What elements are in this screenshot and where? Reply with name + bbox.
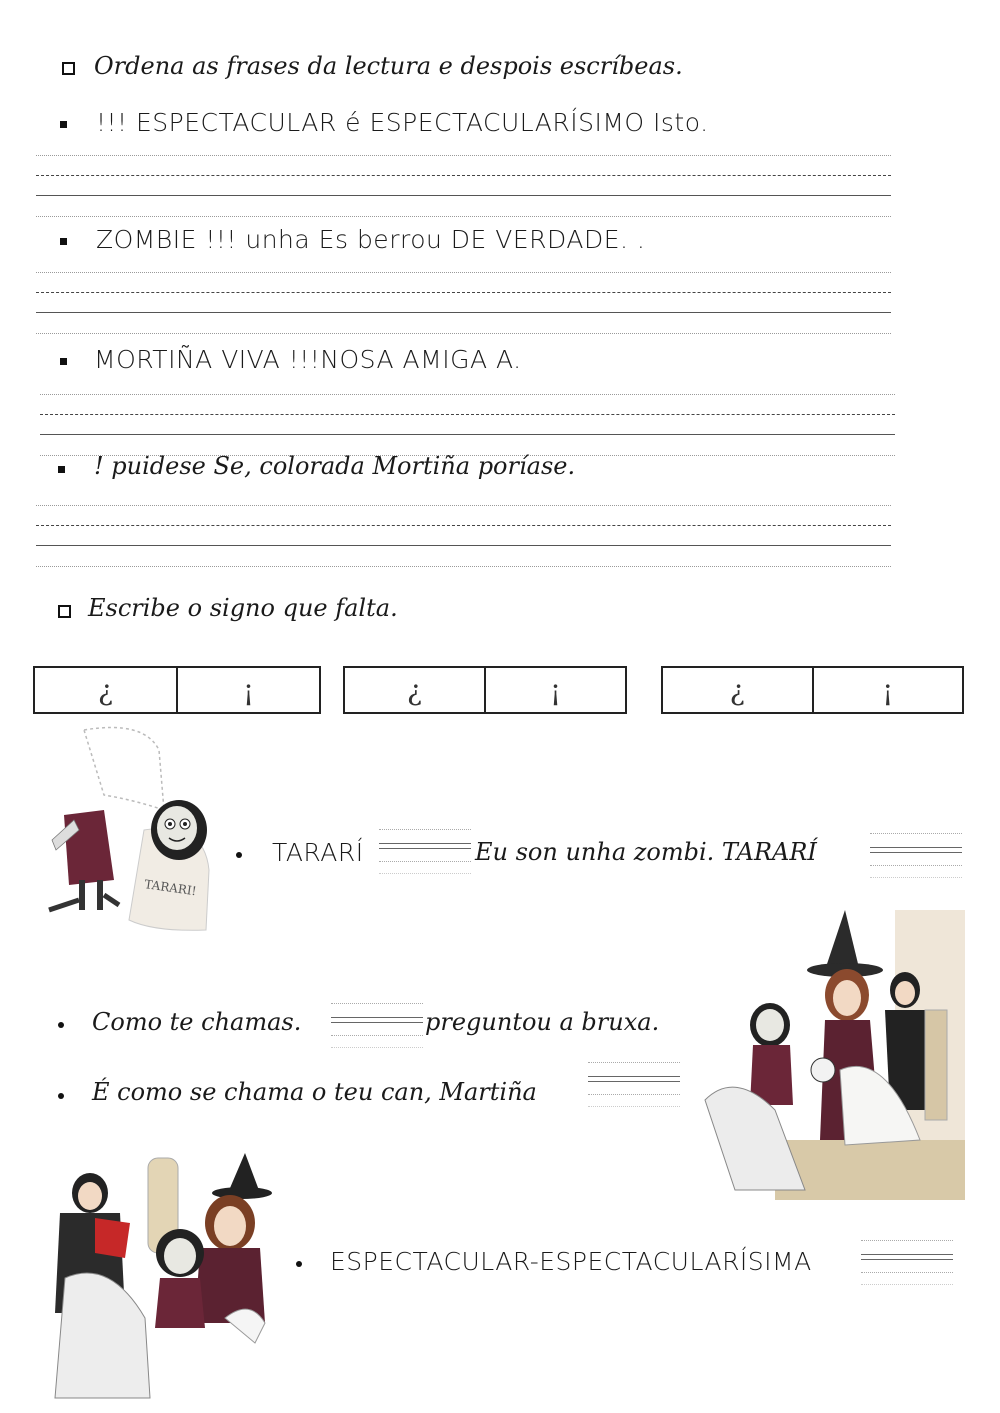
checkbox-icon <box>58 605 71 618</box>
sign-box-2 <box>343 666 627 714</box>
question-sign[interactable]: ¿ <box>729 673 745 707</box>
sign-text: TARARI! <box>143 877 198 899</box>
answer-slot-4[interactable] <box>861 1240 953 1286</box>
writing-lines-4[interactable] <box>36 505 891 567</box>
item-3-part-a: É como se chama o teu can, Martiña <box>92 1078 537 1106</box>
answer-slot-3[interactable] <box>588 1062 680 1108</box>
sign-box-3 <box>661 666 964 714</box>
section1-title: Ordena as frases da lectura e despois escríbeas. <box>94 52 683 80</box>
answer-slot-2[interactable] <box>331 1003 423 1049</box>
bullet-icon <box>296 1261 302 1267</box>
question-sign[interactable]: ¿ <box>406 673 422 707</box>
bullet-icon <box>60 238 67 245</box>
bullet-icon <box>60 121 67 128</box>
sentence-1: !!! ESPECTACULAR é ESPECTACULARÍSIMO Isto. <box>96 108 709 137</box>
sentence-4: ! puidese Se, colorada Mortiña poríase. <box>94 452 576 480</box>
exclamation-sign[interactable]: ¡ <box>484 668 625 712</box>
sign-box-1 <box>33 666 321 714</box>
bullet-icon <box>58 1093 64 1099</box>
item-1-part-b: Eu son unha zombi. TARARÍ <box>475 838 817 866</box>
writing-lines-2[interactable] <box>36 272 891 334</box>
sentence-3: MORTIÑA VIVA !!!NOSA AMIGA A. <box>94 345 522 374</box>
answer-slot-1a[interactable] <box>379 829 471 875</box>
writing-lines-1[interactable] <box>36 155 891 217</box>
writing-lines-3[interactable] <box>40 394 895 456</box>
characters-illustration-3 <box>50 1148 280 1403</box>
bullet-icon <box>236 852 242 858</box>
bullet-icon <box>58 1022 64 1028</box>
checkbox-icon <box>62 62 75 75</box>
zombie-illustration-1 <box>34 720 214 935</box>
answer-slot-1b[interactable] <box>870 833 962 879</box>
bullet-icon <box>60 358 67 365</box>
item-1-part-a: TARARÍ <box>272 838 364 867</box>
characters-illustration-2 <box>695 910 965 1205</box>
section2-title: Escribe o signo que falta. <box>88 594 398 622</box>
question-sign[interactable]: ¿ <box>97 673 113 707</box>
exclamation-sign[interactable]: ¡ <box>812 668 963 712</box>
bullet-icon <box>58 466 65 473</box>
item-2-part-a: Como te chamas. <box>92 1008 302 1036</box>
item-4-part-a: ESPECTACULAR-ESPECTACULARÍSIMA <box>330 1247 812 1276</box>
item-2-part-b: preguntou a bruxa. <box>425 1008 660 1036</box>
sentence-2: ZOMBIE !!! unha Es berrou DE VERDADE. . <box>96 225 646 254</box>
exclamation-sign[interactable]: ¡ <box>176 668 319 712</box>
